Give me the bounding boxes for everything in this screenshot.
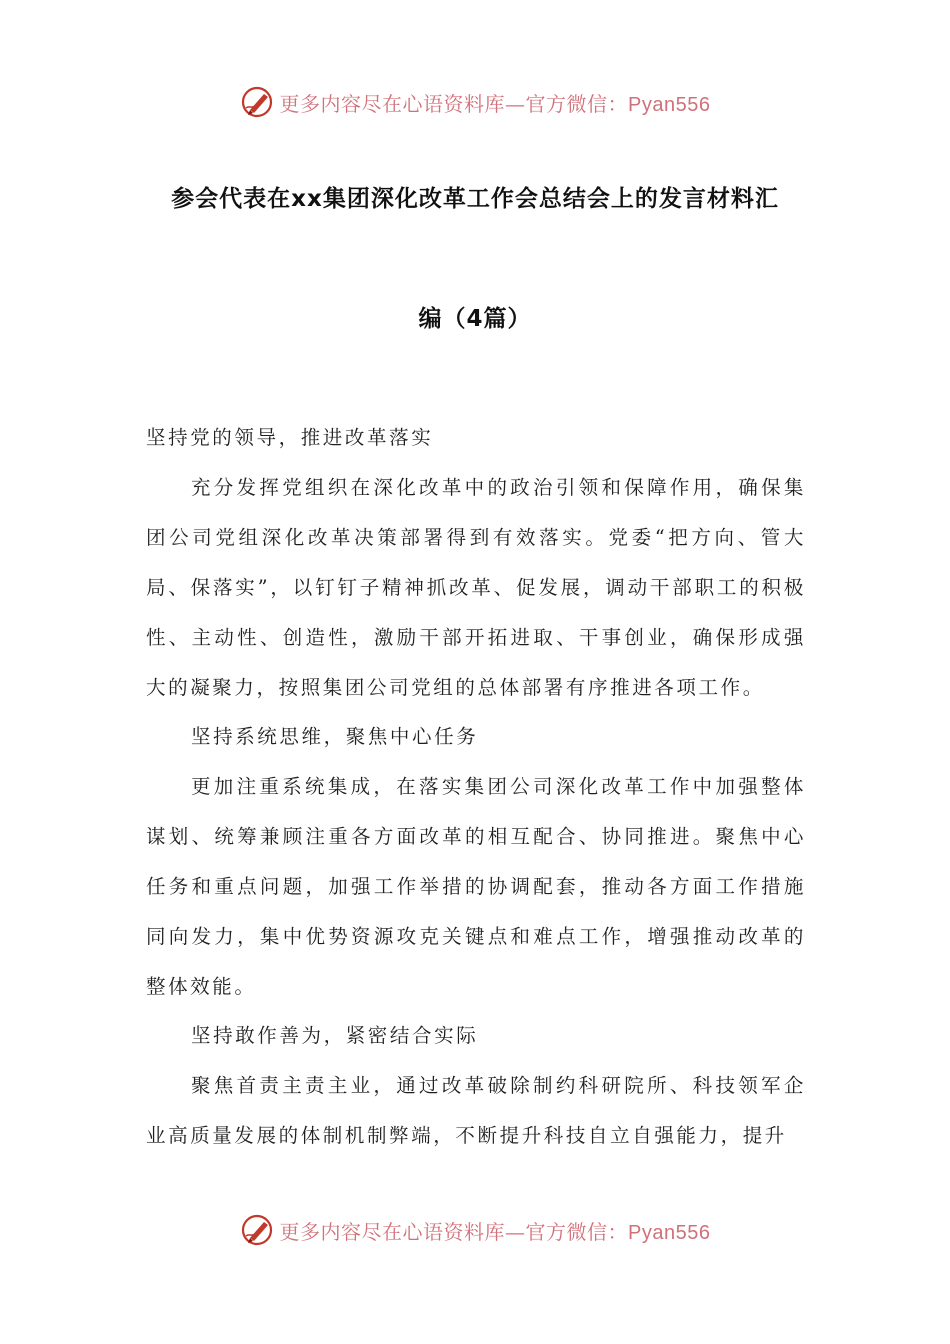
document-title-line-2: 编（4篇） <box>418 306 532 332</box>
section-heading-1: 坚持党的领导，推进改革落实 <box>146 426 434 449</box>
document-title-line-1: 参会代表在xx集团深化改革工作会总结会上的发言材料汇 <box>171 186 779 212</box>
pen-logo-icon <box>240 1212 276 1248</box>
pen-logo-icon <box>240 84 276 120</box>
footer-watermark <box>0 1208 950 1252</box>
watermark-text: 更多内容尽在心语资料库—官方微信：Pyan556 <box>279 91 711 116</box>
body-paragraph-1: 充分发挥党组织在深化改革中的政治引领和保障作用，确保集团公司党组深化改革决策部署得到有效落实。党委“把方向、管大局、保落实”，以钉钉子精神抓改革、促发展，调动干部职工的积极性、主动性、创造性，激励干部开拓进取、干事创业，确保形成强大的凝聚力，按照集团公司党组的总体部署有序推进各项工作。 <box>146 476 806 699</box>
body-paragraph-2: 更加注重系统集成，在落实集团公司深化改革工作中加强整体谋划、统筹兼顾注重各方面改革的相互配合、协同推进。聚焦中心任务和重点问题，加强工作举措的协调配套，推动各方面工作措施同向发力，集中优势资源攻克关键点和难点工作，增强推动改革的整体效能。 <box>146 775 806 998</box>
section-heading-2: 坚持系统思维，聚焦中心任务 <box>191 725 479 748</box>
header-watermark <box>0 80 950 124</box>
watermark-text: 更多内容尽在心语资料库—官方微信：Pyan556 <box>279 1219 711 1244</box>
body-paragraph-3: 聚焦首责主责主业，通过改革破除制约科研院所、科技领军企业高质量发展的体制机制弊端，不断提升科技自立自强能力，提升 <box>146 1074 806 1147</box>
section-heading-3: 坚持敢作善为，紧密结合实际 <box>191 1024 479 1047</box>
